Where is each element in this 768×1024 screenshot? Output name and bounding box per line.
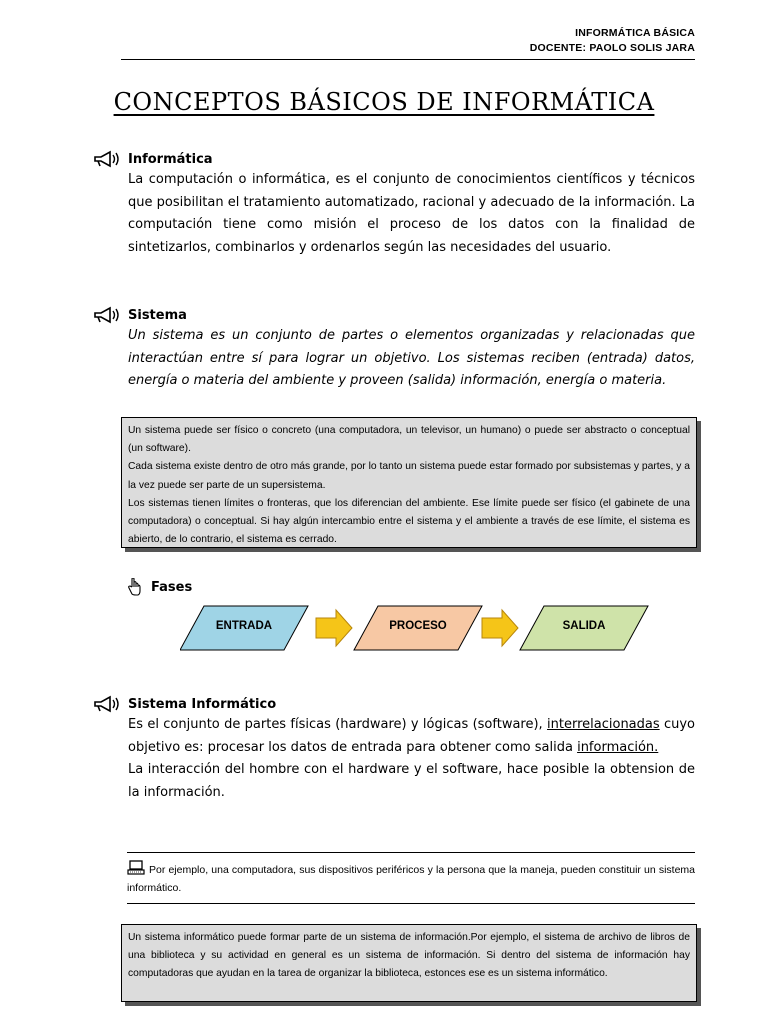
heading-fases: Fases [151,579,193,595]
box-paragraph: Cada sistema existe dentro de otro más grande, por lo tanto un sistema puede estar formado por subsistemas y partes, y a la vez puede ser parte de un supersistema. [128,461,690,491]
fase-entrada: ENTRADA [215,620,273,632]
underlined-term: interrelacionadas [547,717,660,732]
sistema-informatico-p2: La interacción del hombre con el hardware y el software, hace posible la obtension de la información. [128,762,695,800]
header-rule [121,59,695,60]
underlined-term: información. [577,739,659,755]
fases-heading [127,578,192,596]
arrow-shape [482,610,518,646]
pointing-hand-icon [127,578,141,596]
megaphone-icon [91,149,121,169]
section-informatica [91,149,695,259]
paragraph-informatica [128,169,695,259]
box-paragraph: Un sistema puede ser físico o concreto (una computadora, un televisor, un humano) o puede ser abstracto o conceptual (un software). [128,425,690,455]
computer-icon [127,860,145,875]
text-fragment: cuyo objetivo es: procesar los datos de entrada para obtener como salida [128,717,696,755]
fase-proceso: PROCESO [389,620,447,632]
page-title: CONCEPTOS BÁSICOS DE INFORMÁTICA [113,88,655,116]
megaphone-icon [91,305,121,325]
paragraph-sistema-informatico [128,714,695,804]
sistema-text: Un sistema es un conjunto de partes o elementos organizadas y relacionadas que interactúan entre sí para lograr un objetivo. Los sistemas reciben (entrada) datos, energía o materia del ambiente y proveen (salida) información, energía o materia. [128,328,695,388]
example-note [127,852,695,904]
section-sistema [91,305,695,393]
fases-diagram [180,604,650,652]
document-header [530,26,695,56]
section-heading-informatica [91,149,695,169]
box-paragraph: Los sistemas tienen límites o fronteras, que los diferencian del ambiente. Ese límite puede ser físico (el gabinete de una computadora) o conceptual. Si hay algún intercambio entre el sistema y el ambiente a través de ese límite, el sistema es abierto, de lo contrario, el sistema es cerrado. [128,497,690,546]
section-heading-sistema-informatico [91,694,695,714]
paragraph-sistema [128,325,695,393]
sistema-info-box [121,417,697,548]
example-text: Por ejemplo, una computadora, sus dispositivos periféricos y la persona que la maneja, pueden constituir un sistema informático. [127,864,695,894]
final-box-text: Un sistema informático puede formar parte de un sistema de información.Por ejemplo, el sistema de archivo de libros de una biblioteca y su actividad en general es un sistema de información. Si dentro del sistema de información hay computadoras que ayudan en la tarea de organizar la biblioteca, estonces ese es un sistema informático. [128,932,690,980]
heading-sistema-informatico: Sistema Informático [128,696,277,712]
section-heading-sistema [91,305,695,325]
fase-salida: SALIDA [562,620,606,632]
section-sistema-informatico [91,694,695,804]
megaphone-icon [91,694,121,714]
heading-informatica: Informática [128,151,213,167]
sistema-informatico-p1 [128,714,695,759]
teacher-name: DOCENTE: PAOLO SOLIS JARA [529,42,695,54]
text-fragment: Es el conjunto de partes físicas (hardware) y lógicas (software), [128,717,548,732]
sistema-informatico-box [121,924,697,1002]
heading-sistema: Sistema [128,307,187,323]
informatica-text: La computación o informática, es el conjunto de conocimientos científicos y técnicos que posibilitan el tratamiento automatizado, racional y adecuado de la información. La computación tiene como misión el proceso de los datos con la finalidad de sintetizarlos, combinarlos y ordenarlos según las necesidades del usuario. [128,172,695,255]
course-name: INFORMÁTICA BÁSICA [575,27,695,39]
arrow-shape [316,610,352,646]
